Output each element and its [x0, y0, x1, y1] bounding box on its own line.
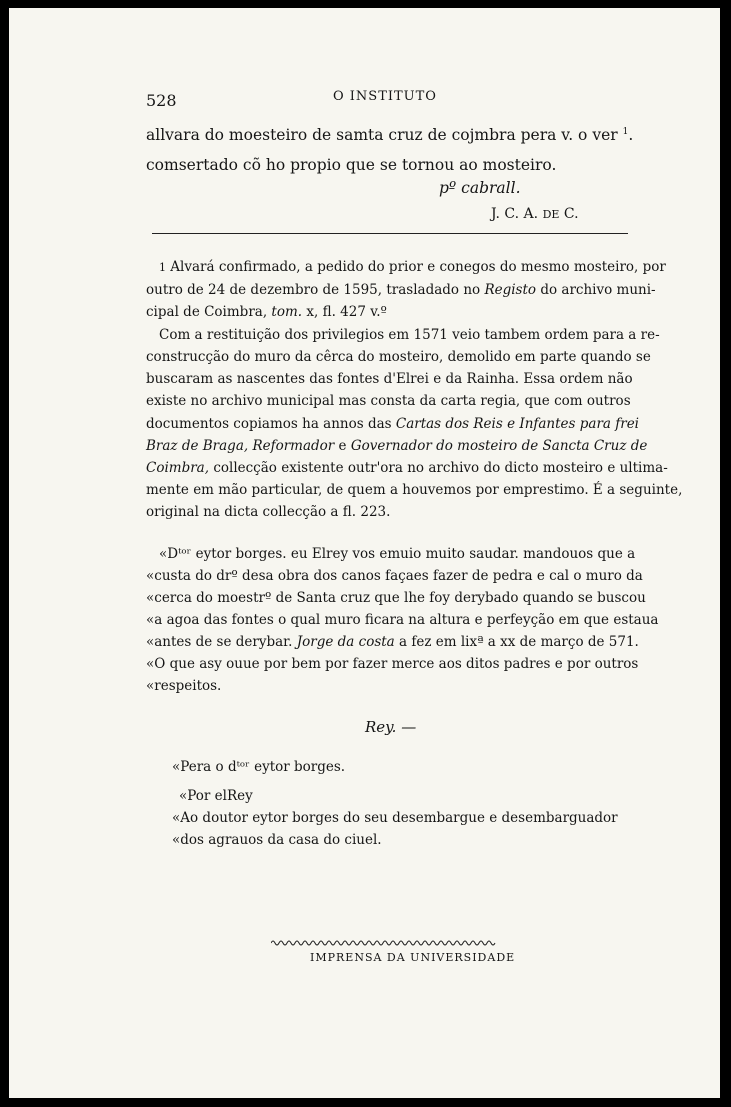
quoted-line: «Dᵗᵒʳ eytor borges. eu Elrey vos emuio muito saudar. mandouos que a: [159, 546, 636, 562]
signature: pº cabrall.: [439, 179, 521, 197]
footnote-line: documentos copiamos ha annos das Cartas dos Reis e Infantes para frei: [146, 416, 640, 432]
decorative-wavy-rule: [271, 939, 497, 947]
footnote-line: original na dicta collecção a fl. 223.: [146, 504, 391, 520]
footnote-line: mente em mão particular, de quem a houvemos por emprestimo. É a seguinte,: [146, 482, 683, 498]
footnote-line: outro de 24 de dezembro de 1595, trasladado no Registo do archivo muni-: [146, 282, 656, 298]
quoted-line: «antes de se derybar. Jorge da costa a fez em lixª a xx de março de 571.: [146, 634, 639, 650]
footnote-line: Coimbra, collecção existente outr'ora no archivo do dicto mosteiro e ultima-: [146, 460, 668, 476]
footnote-line: existe no archivo municipal mas consta da carta regia, que com outros: [146, 393, 631, 409]
address-line: «Por elRey: [179, 788, 253, 804]
address-line: «dos agrauos da casa do ciuel.: [172, 832, 382, 848]
footnote-line: construcção do muro da cêrca do mosteiro, demolido em parte quando se: [146, 349, 651, 365]
footnote-marker: 1: [159, 261, 166, 274]
document-line: comsertado cõ ho propio que se tornou ao mosteiro.: [146, 156, 557, 174]
quoted-line: «a agoa das fontes o qual muro ficara na altura e perfeyção em que estaua: [146, 612, 659, 628]
footnote-line: 1 Alvará confirmado, a pedido do prior e conegos do mesmo mosteiro, por: [159, 259, 666, 275]
footnote-line: Braz de Braga, Reformador e Governador do mosteiro de Sancta Cruz de: [146, 438, 648, 454]
printer-imprint: IMPRENSA DA UNIVERSIDADE: [310, 951, 516, 964]
quoted-line: «custa do drº desa obra dos canos façaes fazer de pedra e cal o muro da: [146, 568, 643, 584]
page-number: 528: [146, 91, 177, 110]
footnote-line: Com a restituição dos privilegios em 1571 veio tambem ordem para a re-: [159, 327, 660, 343]
document-line: allvara do moesteiro de samta cruz de cojmbra pera v. o ver $^1$.: [146, 126, 634, 145]
running-title: O INSTITUTO: [333, 89, 437, 104]
quoted-line: «cerca do moestrº de Santa cruz que lhe foy derybado quando se buscou: [146, 590, 646, 606]
footnote-reference: 1: [622, 127, 629, 137]
address-line: «Pera o dᵗᵒʳ eytor borges.: [172, 759, 346, 775]
address-line: «Ao doutor eytor borges do seu desembargue e desembarguador: [172, 810, 618, 826]
footnote-line: cipal de Coimbra, tom. x, fl. 427 v.º: [146, 304, 387, 320]
royal-signature: Rey. —: [365, 718, 417, 736]
footnote-line: buscaram as nascentes das fontes d'Elrei e da Rainha. Essa ordem não: [146, 371, 633, 387]
quoted-line: «O que asy ouue por bem por fazer merce aos ditos padres e por outros: [146, 656, 639, 672]
page: [9, 8, 720, 1098]
separator-rule: [152, 233, 628, 234]
quoted-line: «respeitos.: [146, 678, 222, 694]
editor-initials: J. C. A. DE C.: [491, 206, 579, 222]
